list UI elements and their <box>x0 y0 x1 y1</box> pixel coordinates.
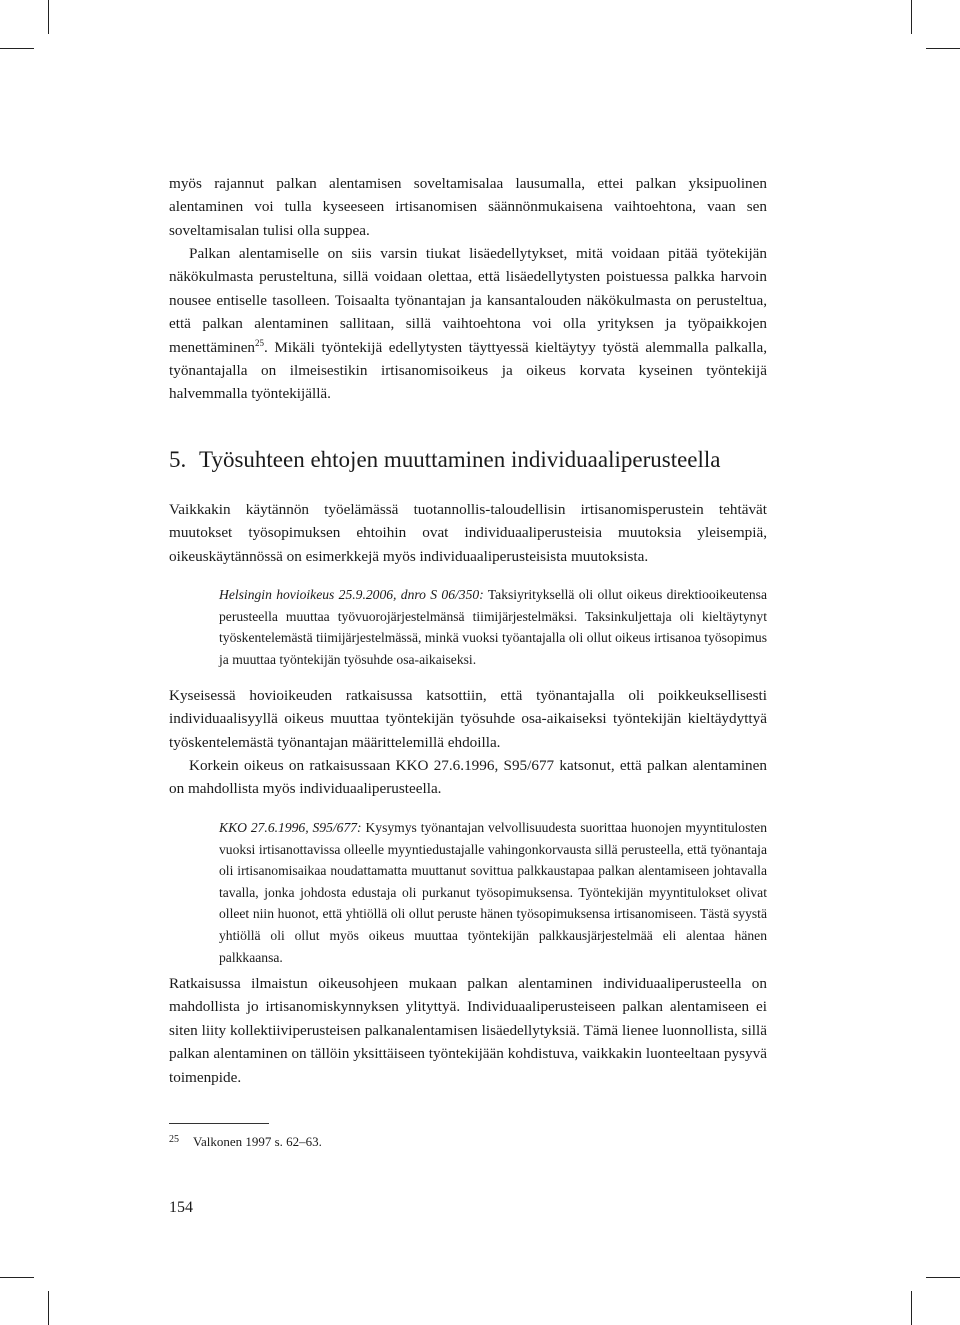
crop-mark <box>911 0 912 34</box>
crop-mark <box>926 48 960 49</box>
crop-mark <box>926 1277 960 1278</box>
crop-mark <box>911 1291 912 1325</box>
case-text: Kysymys työnantajan velvollisuudesta suorittaa huonojen myyntitulosten vuoksi irtisanottavissa olleelle myyntiedustajalle vahingonkorvausta sillä perusteella, että työnantaja oli irtisanomisaikaa noudattamatta muuttanut sovittua palkkaustapaa palkan alentamiseen johtavalla tavalla, jonka johdosta edustaja oli purkanut työsopimuksensa. Työntekijän myyntitulokset olivat olleet niin huonot, että yhtiöllä oli ollut peruste hänen työsopimuksensa irtisanomiseen. Tästä syystä yhtiöllä oli ollut myös oikeus muuttaa työntekijän palkkausjärjestelmää eli alentaa hänen palkkaansa. <box>219 820 767 965</box>
section-number: 5. <box>169 447 187 472</box>
section-title: Työsuhteen ehtojen muuttaminen individuaaliperusteella <box>199 447 721 472</box>
crop-mark <box>0 1277 34 1278</box>
paragraph-text: Palkan alentamiselle on siis varsin tiukat lisäedellytykset, mitä voidaan pitää työtekijän näkökulmasta perusteltuna, sillä voidaan olettaa, että lisäedellytysten poistuessa palkka harvoin nousee entiselle tasolleen. Toisaalta työnantajan ja kansantalouden näkökulmasta on perusteltua, että palkan alentaminen sallitaan, sillä vaihtoehtona voi olla yrityksen ja työpaikkojen menettäminen <box>169 245 767 356</box>
paragraph <box>169 684 767 754</box>
crop-mark <box>0 48 34 49</box>
section-heading <box>169 445 767 475</box>
paragraph <box>169 498 767 568</box>
case-text: Taksiyrityksellä oli ollut oikeus direktiooikeutensa perusteella muuttaa työvuorojärjestelmänsä tiimijärjestelmäksi. Taksinkuljettaja oli kieltäytynyt työskentelemästä tiimijärjestelmässä, minkä vuoksi työantajalla oli ollut oikeus irtisanoa työsopimus ja muuttaa työntekijän työsuhde osa-aikaiseksi. <box>219 587 767 667</box>
case-citation: KKO 27.6.1996, S95/677: <box>219 820 362 835</box>
paragraph-text: Ratkaisussa ilmaistun oikeusohjeen mukaan palkan alentaminen individuaaliperusteella on mahdollista jo irtisanomiskynnyksen ylityttyä. Individuaaliperusteiseen palkan alentamiseen ei siten liity kollektiiviperusteisen palkanalentamisen lisäedellytyksiä. Tämä lienee luonnollista, sillä palkan alentaminen on tällöin yksittäiseen työntekijään kohdistuva, vaikkakin luonteeltaan pysyvä toimenpide. <box>169 975 767 1086</box>
paragraph-text: Korkein oikeus on ratkaisussaan KKO 27.6.1996, S95/677 katsonut, että palkan alentaminen on mahdollista myös individuaaliperusteella. <box>169 757 767 798</box>
page-number: 154 <box>169 1199 193 1216</box>
paragraph <box>169 242 767 406</box>
crop-mark <box>48 1291 49 1325</box>
paragraph-text: . Mikäli työntekijä edellytysten täyttyessä kieltäytyy työstä alemmalla palkalla, työnantajalla on ilmeisestikin irtisanomisoikeus ja oikeus korvata kyseinen työntekijä halvemmalla työntekijällä. <box>169 338 767 403</box>
footnote <box>169 1133 767 1151</box>
case-quote <box>219 817 767 968</box>
footnote-text: Valkonen 1997 s. 62–63. <box>193 1134 322 1149</box>
footnote-number: 25 <box>169 1134 179 1145</box>
footnote-divider <box>169 1123 269 1124</box>
crop-mark <box>48 0 49 34</box>
paragraph <box>169 172 767 242</box>
paragraph <box>169 972 767 1089</box>
paragraph-text: myös rajannut palkan alentamisen soveltamisalaa lausumalla, ettei palkan yksipuolinen alentaminen voi tulla kyseeseen irtisanomisen säännönmukaisena vaihtoehtona, vaan sen soveltamisalan tulisi olla suppea. <box>169 175 767 239</box>
case-quote <box>219 584 767 670</box>
paragraph <box>169 754 767 801</box>
paragraph-text: Kyseisessä hovioikeuden ratkaisussa katsottiin, että työnantajalla oli poikkeuksellisesti individuaalisyyllä oikeus muuttaa työntekijän työsuhde osa-aikaiseksi työntekijän kieltäydyttyä työskentelemästä työnantajan määrittelemillä ehdoilla. <box>169 687 767 751</box>
case-citation: Helsingin hovioikeus 25.9.2006, dnro S 06/350: <box>219 587 484 602</box>
paragraph-text: Vaikkakin käytännön työelämässä tuotannollis-taloudellisin irtisanomisperustein tehtävät muutokset työsopimuksen ehtoihin ovat individuaaliperusteisia muutoksia yleisempiä, oikeuskäytännössä on esimerkkejä myös individuaaliperusteisista muutoksista. <box>169 501 767 565</box>
footnote-reference: 25 <box>255 337 265 348</box>
